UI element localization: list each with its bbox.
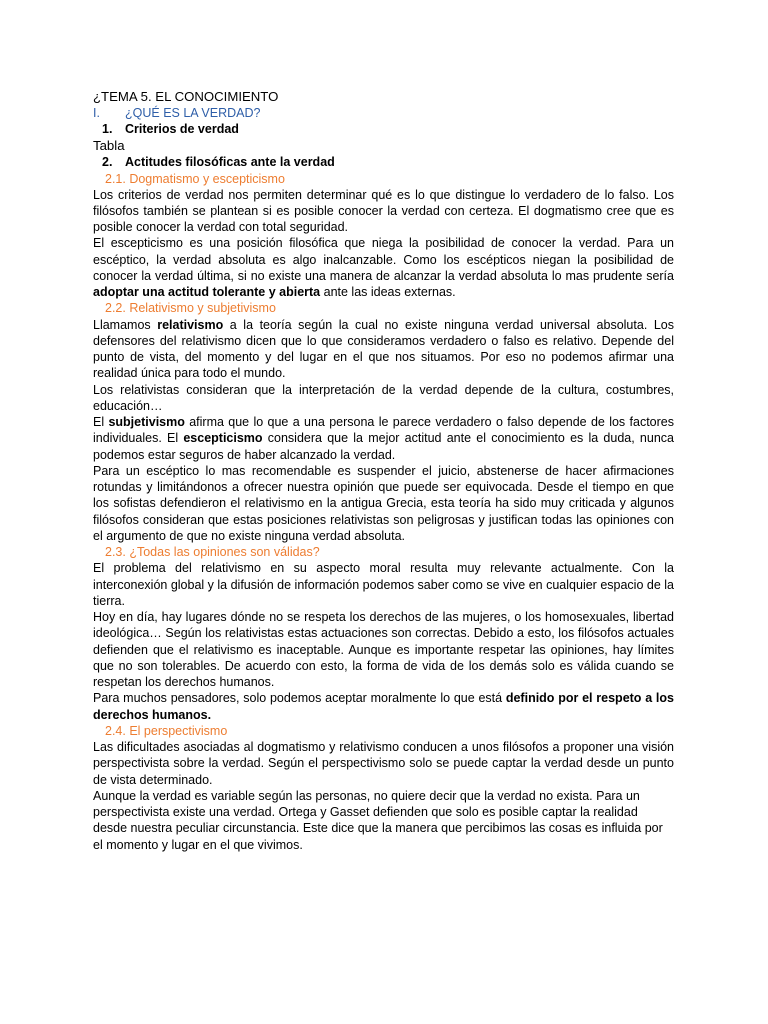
item-number: 2. [102, 155, 113, 169]
bold-text: escepticismo [183, 431, 263, 446]
paragraph: Los relativistas consideran que la interpretación de la verdad depende de la cultura, costumbres, educación… [93, 382, 674, 413]
text-run: Llamamos [93, 317, 158, 332]
item-label: Actitudes filosóficas ante la verdad [125, 155, 335, 169]
paragraph: Los criterios de verdad nos permiten determinar qué es lo que distingue lo verdadero de lo falso. Los filósofos también se plantean si es posible conocer la verdad con certeza. El dogmatismo cree que es posible conocer la verdad con total seguridad. [93, 187, 674, 235]
text-run: a la teoría según la cual no existe ninguna verdad universal absoluta. Los defensores del relativismo dicen que lo que consideramos verdadero o falso es relativo. Depende del punto de vista, del momento y del lugar en el que nos situamos. Por eso no podemos afirmar una realidad única para todo el mundo. [93, 317, 674, 381]
text-run: El escepticismo es una posición filosófica que niega la posibilidad de conocer la verdad. Para un escéptico, la verdad absoluta es algo inalcanzable. Como los escépticos niegan la posibilidad de conocer la verdad última, si no existe una manera de alcanzar la verdad absoluta lo mas prudente sería [93, 236, 674, 283]
text-run: El [93, 415, 109, 430]
item-heading-1 [93, 121, 674, 138]
text-run: ante las ideas externas. [320, 285, 456, 300]
text-run: considera que la mejor actitud ante el conocimiento es la duda, nunca podemos estar seguros de haber alcanzado la verdad. [93, 431, 674, 462]
item-heading-2 [93, 154, 674, 171]
paragraph: El problema del relativismo en su aspecto moral resulta muy relevante actualmente. Con la interconexión global y la difusión de información podemos saber como se vive en cualquier espacio de la tierra. [93, 561, 674, 608]
subsection-heading-2-1: 2.1. Dogmatismo y escepticismo [105, 171, 285, 186]
paragraph: Para un escéptico lo mas recomendable es suspender el juicio, abstenerse de hacer afirmaciones rotundas y limitándonos a ofrecer nuestra opinión que puede ser equivocada. Desde el tiempo en que los sofistas defendieron el relativismo en la antigua Grecia, esta teoría ha sido muy criticada y algunos filósofos consideran que estas posiciones relativistas son peligrosas y justifican todas las opiniones con el argumento de que no existe ninguna verdad absoluta. [93, 463, 674, 543]
bold-text: definido por el respeto a los derechos humanos. [93, 691, 674, 722]
paragraph [93, 414, 674, 463]
subsection-heading-2-4: 2.4. El perspectivismo [105, 723, 228, 738]
text-run: Para muchos pensadores, solo podemos aceptar moralmente lo que está [93, 691, 506, 706]
paragraph [93, 235, 674, 300]
paragraph: Las dificultades asociadas al dogmatismo y relativismo conducen a unos filósofos a proponer una visión perspectivista sobre la verdad. Según el perspectivismo solo se puede captar la verdad desde un punto de vista determinado. [93, 740, 674, 787]
text-run: afirma que lo que a una persona le parece verdadero o falso depende de los factores individuales. El [93, 415, 674, 446]
paragraph: Hoy en día, hay lugares dónde no se respeta los derechos de las mujeres, o los homosexuales, libertad ideológica… Según los relativistas estas actuaciones son correctas. Debido a esto, los filósofos actuales defienden que el relativismo es inaceptable. Aunque es importante respetar las opiniones, hay límites que no son tolerables. De acuerdo con esto, la forma de vida de los demás solo es válida cuando se respetan los derechos humanos. [93, 610, 674, 690]
paragraph: Aunque la verdad es variable según las personas, no quiere decir que la verdad no exista. Para un perspectivista existe una verdad. Ortega y Gasset defienden que solo es posible captar la realidad desde nuestra peculiar circunstancia. Este dice que la manera que percibimos las cosas es influida por el momento y lugar en el que vivimos. [93, 788, 663, 852]
paragraph [93, 690, 674, 723]
item-label: Criterios de verdad [125, 122, 239, 136]
subsection-heading-2-2: 2.2. Relativismo y subjetivismo [105, 301, 276, 316]
section-heading-1 [93, 105, 674, 121]
bold-text: subjetivismo [108, 415, 185, 430]
item-number: 1. [102, 122, 113, 136]
tabla-label: Tabla [93, 137, 125, 153]
bold-text: relativismo [157, 317, 224, 332]
paragraph [93, 317, 674, 382]
bold-text: adoptar una actitud tolerante y abierta [93, 285, 321, 300]
subsection-heading-2-3: 2.3. ¿Todas las opiniones son válidas? [105, 545, 320, 560]
section-label: ¿QUÉ ES LA VERDAD? [125, 106, 261, 120]
section-number: I. [93, 106, 100, 120]
document-title: ¿TEMA 5. EL CONOCIMIENTO [93, 89, 279, 104]
